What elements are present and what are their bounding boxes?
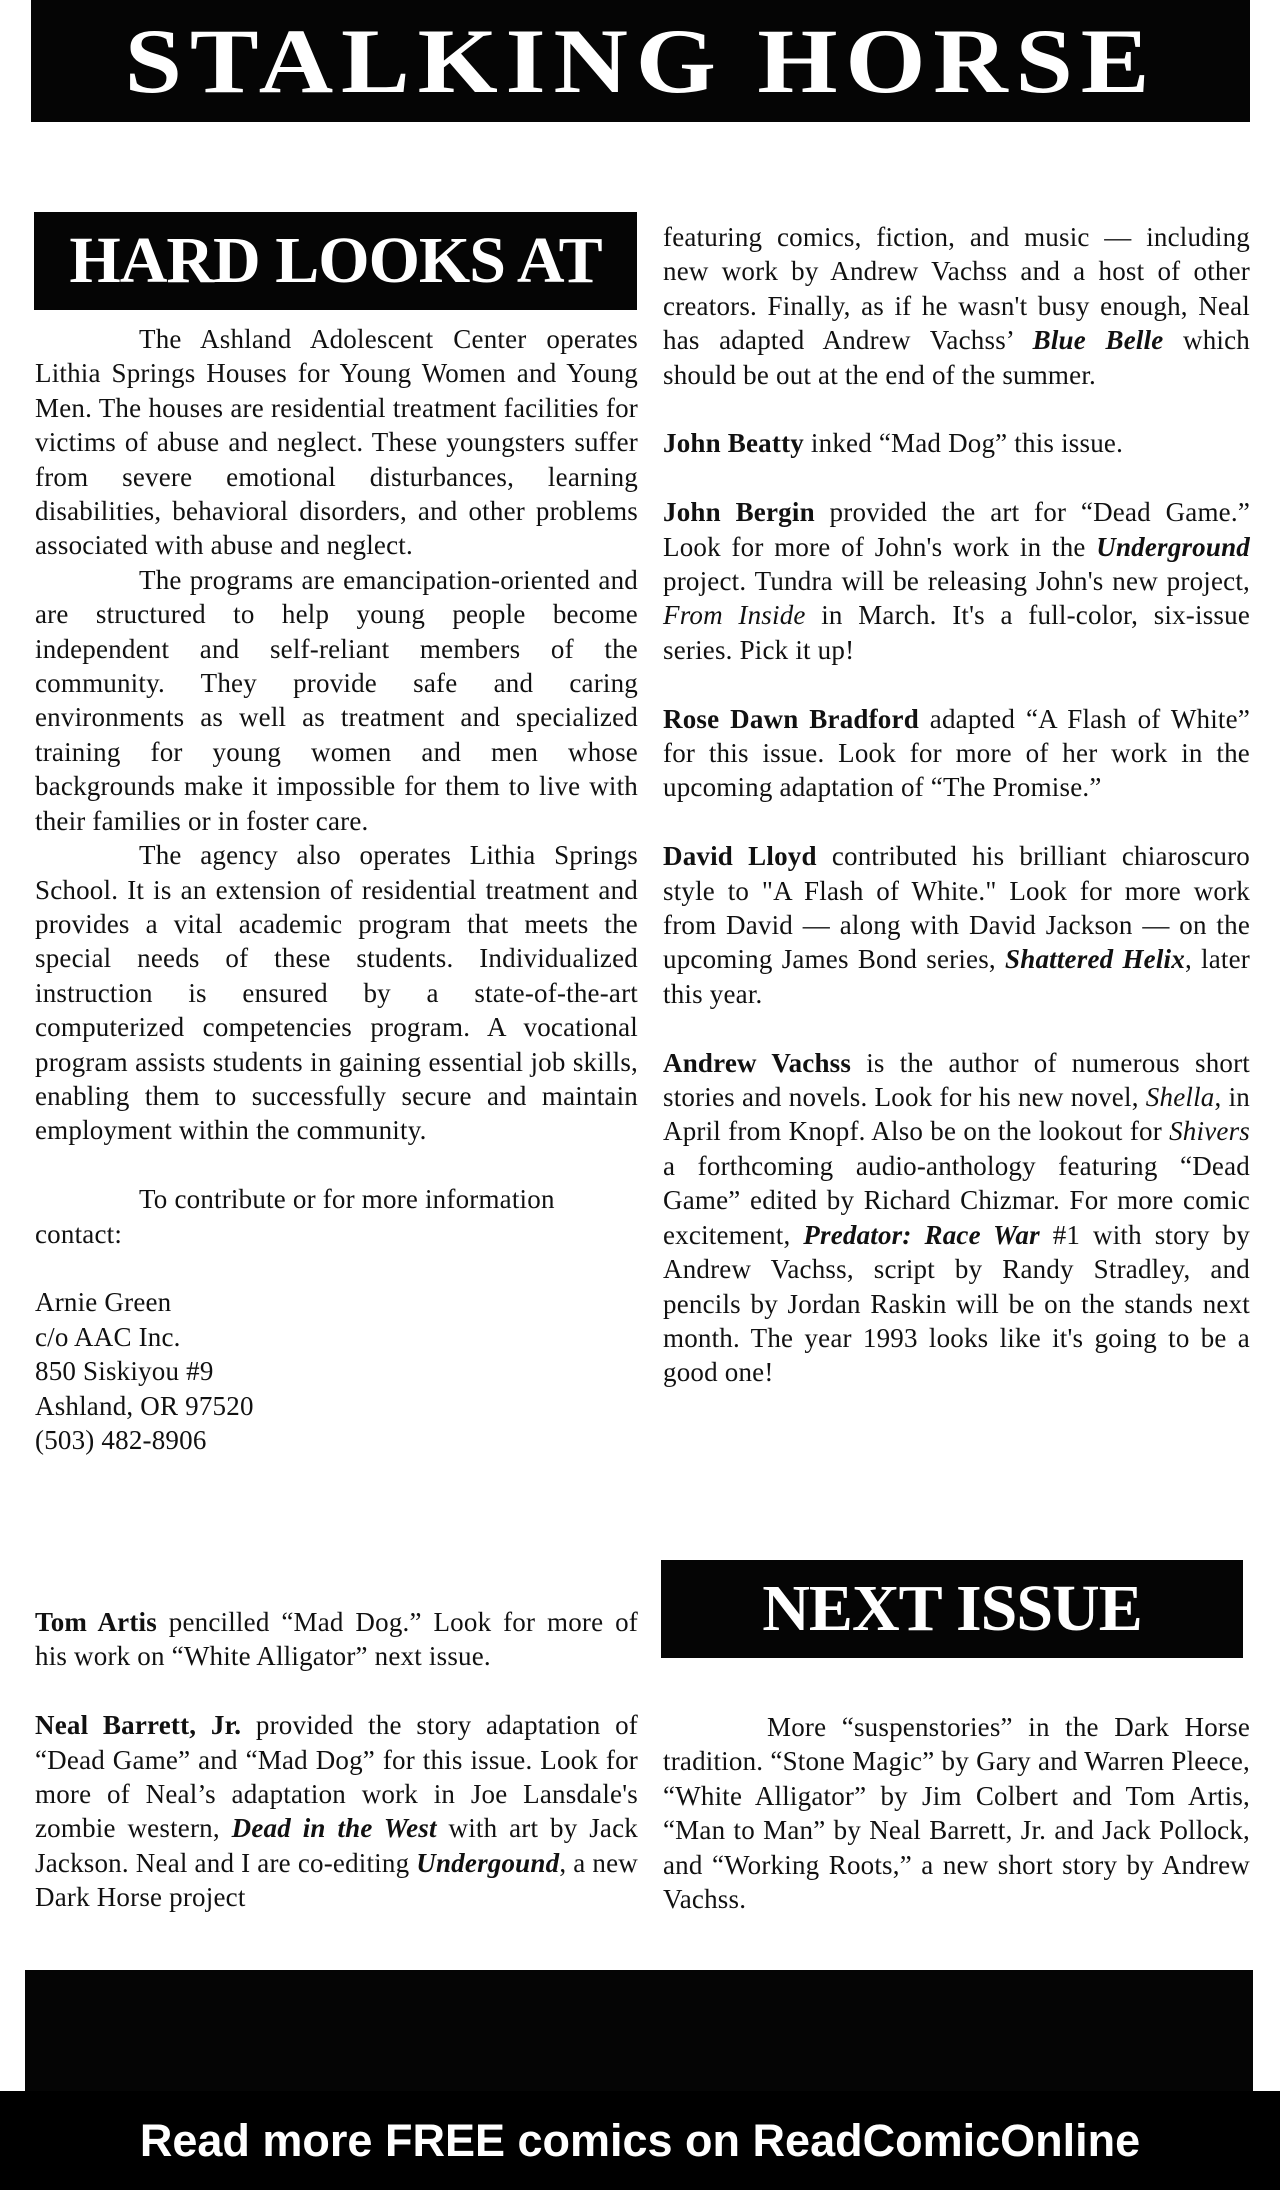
paragraph [35, 1605, 638, 1674]
body-text: provided the story adaptation of “Dead Game” and “Mad Dog” for this issue. Look for more of Neal’s adaptation work in Joe Lansdale's zombie western, [35, 1710, 638, 1844]
footer-black-bar [25, 1970, 1253, 2100]
body-text: pencilled “Mad Dog.” Look for more of his work on “White Alligator” next issue. [35, 1607, 638, 1672]
title-text: From Inside [663, 600, 806, 631]
name-text: Andrew Vachss [663, 1047, 852, 1078]
body-text: , a new Dark Horse project [35, 1847, 638, 1913]
paragraph [35, 322, 638, 563]
body-text: The agency also operates Lithia Springs School. It is an extension of residential treatment and provides a vital academic program that meets the special needs of these students. Individualized instruction is ensured by a state-of-the-art computerized competencies program. A vocational program assists students in gaining essential job skills, enabling them to successfully secure and maintain employment within the community. [35, 840, 638, 1146]
body-text: To contribute or for more information contact: [35, 1184, 555, 1249]
body-text: a forthcoming audio-anthology featuring “Dead Game” edited by Richard Chizmar. For more comic excitement, [663, 1150, 1250, 1250]
hard-looks-heading [34, 212, 637, 310]
name-text: John Bergin [663, 497, 815, 528]
body-text: 850 Siskiyou #9 [35, 1356, 214, 1387]
body-text: inked “Mad Dog” this issue. [803, 428, 1124, 459]
body-text: contributed his brilliant chiaroscuro style to "A Flash of White." Look for more work from David — along with David Jackson — on the upcoming James Bond series, [663, 841, 1251, 975]
paragraph [35, 838, 638, 1148]
title-text: Underground [1096, 531, 1250, 562]
body-text: adapted “A Flash of White” for this issue. Look for more of her work in the upcoming adaptation of “The Promise.” [663, 703, 1251, 803]
masthead-bar [31, 0, 1250, 122]
body-text: , in April from Knopf. Also be on the lookout for [663, 1082, 1250, 1147]
body-text: which should be out at the end of the summer. [663, 325, 1250, 390]
next-issue-title: NEXT ISSUE [762, 1572, 1142, 1645]
hard-looks-title: HARD LOOKS AT [69, 224, 602, 297]
body-text: , later this year. [663, 944, 1250, 1009]
read-more-banner[interactable] [0, 2091, 1280, 2190]
body-text: #1 with story by Andrew Vachss, script by Randy Stradley, and pencils by Jordan Raskin will be on the stands next month. The year 1993 looks like it's going to be a good one! [663, 1219, 1251, 1388]
paragraph [663, 220, 1250, 392]
name-text: Rose Dawn Bradford [663, 703, 919, 734]
paragraph [663, 1710, 1250, 1916]
paragraph [35, 1285, 638, 1457]
body-text: More “suspenstories” in the Dark Horse tradition. “Stone Magic” by Gary and Warren Pleece, “White Alligator” by Jim Colbert and Tom Artis, “Man to Man” by Neal Barrett, Jr. and Jack Pollock, and “Working Roots,” a new short story by Andrew Vachss. [663, 1712, 1250, 1915]
name-text: Tom Artis [35, 1607, 157, 1637]
title-text: Shattered Helix [1005, 944, 1185, 975]
body-text: provided the art for “Dead Game.” Look for more of John's work in the [663, 497, 1251, 562]
body-text: c/o AAC Inc. [35, 1321, 181, 1352]
next-issue-article [663, 1710, 1250, 1916]
title-text: Shivers [1169, 1116, 1250, 1147]
body-text: The programs are emancipation-oriented and are structured to help young people become independent and self-reliant members of the community. They provide safe and caring environments as well as treatment and specialized training for young women and men whose backgrounds make it impossible for them to live with their families or in foster care. [35, 564, 638, 836]
body-text: Ashland, OR 97520 [35, 1390, 254, 1421]
title-text: Shella [1145, 1082, 1215, 1113]
paragraph [35, 1182, 638, 1251]
paragraph [663, 839, 1250, 1011]
title-text: Blue Belle [1032, 325, 1164, 356]
title-text: Undergound [416, 1847, 560, 1878]
credits-left-column [35, 1605, 638, 1915]
hard-looks-article [35, 322, 638, 1457]
body-text: Arnie Green [35, 1287, 172, 1318]
body-text: in March. It's a full-color, six-issue series. Pick it up! [663, 600, 1251, 665]
body-text: (503) 482-8906 [35, 1424, 207, 1455]
banner-text: Read more FREE comics on ReadComicOnline [139, 2114, 1141, 2166]
paragraph [663, 495, 1250, 667]
paragraph [663, 702, 1250, 805]
title-text: Predator: Race War [803, 1219, 1040, 1250]
body-text: project. Tundra will be releasing John's new project, [663, 566, 1250, 597]
title-text: Dead in the West [231, 1813, 437, 1844]
next-issue-heading [661, 1560, 1243, 1658]
paragraph [663, 1046, 1250, 1390]
body-text: with art by Jack Jackson. Neal and I are co-editing [35, 1813, 638, 1878]
masthead-title: STALKING HORSE [124, 10, 1157, 112]
name-text: Neal Barrett, Jr. [35, 1710, 242, 1741]
paragraph [35, 1708, 638, 1914]
name-text: David Lloyd [663, 841, 817, 872]
paragraph [663, 426, 1250, 460]
body-text: featuring comics, fiction, and music — including new work by Andrew Vachss and a host of other creators. Finally, as if he wasn't busy enough, Neal has adapted Andrew Vachss’ [663, 222, 1250, 356]
body-text: The Ashland Adolescent Center operates Lithia Springs Houses for Young Women and Young Men. The houses are residential treatment facilities for victims of abuse and neglect. These youngsters suffer from severe emotional disturbances, learning disabilities, behavioral disorders, and other problems associated with abuse and neglect. [35, 324, 638, 561]
paragraph [35, 563, 638, 838]
credits-right-column [663, 220, 1250, 1390]
name-text: John Beatty [663, 428, 804, 459]
body-text: is the author of numerous short stories and novels. Look for his new novel, [663, 1047, 1250, 1113]
